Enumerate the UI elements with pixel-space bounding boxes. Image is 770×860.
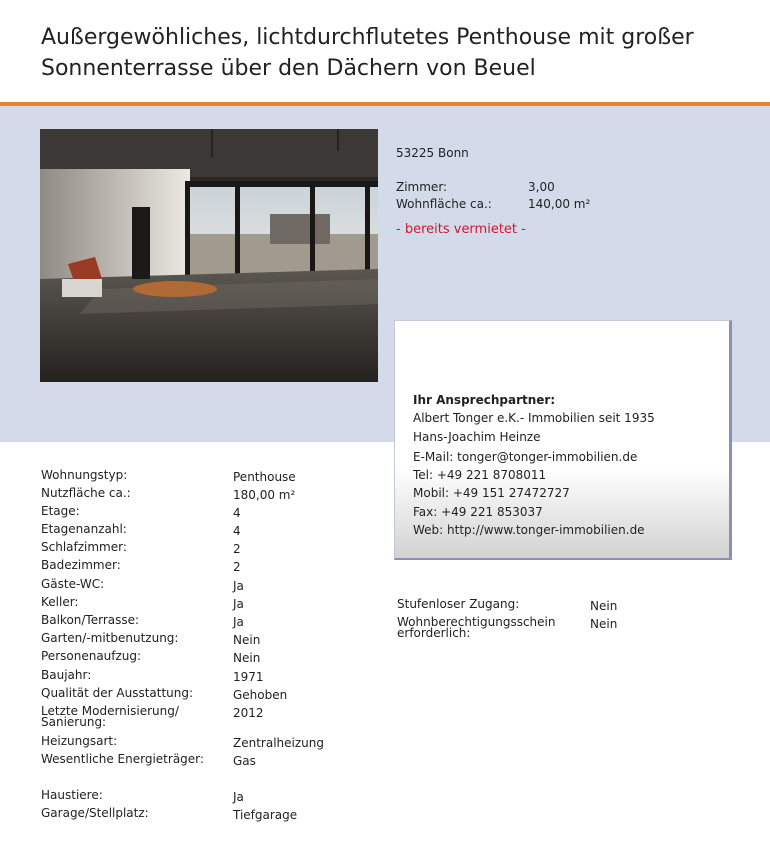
detail-value: Ja (233, 615, 244, 629)
area-label: Wohnfläche ca.: (396, 197, 492, 211)
page-title: Außergewöhliches, lichtdurchflutetes Penthouse mit großer Sonnenterrasse über den Dächern von Beuel (41, 25, 694, 81)
contact-web[interactable]: Web: http://www.tonger-immobilien.de (413, 523, 645, 537)
contact-mobil[interactable]: Mobil: +49 151 27472727 (413, 486, 570, 500)
detail-value: Nein (590, 599, 618, 613)
detail-value: 2012 (233, 706, 264, 720)
detail-label: Haustiere: (41, 788, 103, 802)
detail-label: Wesentliche Energieträger: (41, 752, 204, 766)
detail-label: Nutzfläche ca.: (41, 486, 131, 500)
detail-value: 180,00 m² (233, 488, 296, 502)
detail-value: 1971 (233, 670, 264, 684)
detail-label: Baujahr: (41, 668, 92, 682)
detail-label: Etage: (41, 504, 80, 518)
detail-value: 4 (233, 506, 241, 520)
detail-value: 2 (233, 560, 241, 574)
detail-label: Letzte Modernisierung/ Sanierung: (41, 704, 179, 729)
detail-label: Schlafzimmer: (41, 540, 127, 554)
detail-value: Ja (233, 790, 244, 804)
contact-tel[interactable]: Tel: +49 221 8708011 (413, 468, 547, 482)
detail-label: Etagenanzahl: (41, 522, 127, 536)
contact-person: Hans-Joachim Heinze (413, 430, 541, 444)
detail-label: Stufenloser Zugang: (397, 597, 520, 611)
detail-label: Garten/-mitbenutzung: (41, 631, 179, 645)
detail-value: Nein (590, 617, 618, 631)
detail-label: Keller: (41, 595, 79, 609)
detail-value: 4 (233, 524, 241, 538)
detail-value: Zentralheizung (233, 736, 324, 750)
detail-value: Ja (233, 579, 244, 593)
contact-card (394, 320, 732, 560)
contact-fax: Fax: +49 221 853037 (413, 505, 543, 519)
location: 53225 Bonn (396, 146, 469, 160)
detail-value: Gehoben (233, 688, 288, 702)
detail-label: Garage/Stellplatz: (41, 806, 149, 820)
area-value: 140,00 m² (528, 197, 591, 211)
detail-label: Heizungsart: (41, 734, 118, 748)
detail-label: Wohnberechtigungsschein erforderlich: (397, 615, 556, 640)
detail-value: 2 (233, 542, 241, 556)
rooms-value: 3,00 (528, 180, 555, 194)
detail-value: Tiefgarage (233, 808, 298, 822)
status-badge: - bereits vermietet - (396, 222, 526, 237)
detail-label: Gäste-WC: (41, 577, 105, 591)
detail-label: Personenaufzug: (41, 649, 142, 663)
detail-value: Nein (233, 633, 261, 647)
rooms-label: Zimmer: (396, 180, 448, 194)
detail-value: Nein (233, 651, 261, 665)
detail-label: Badezimmer: (41, 558, 121, 572)
detail-value: Gas (233, 754, 256, 768)
detail-value: Penthouse (233, 470, 296, 484)
detail-label: Wohnungstyp: (41, 468, 128, 482)
contact-heading: Ihr Ansprechpartner: (413, 393, 556, 407)
property-photo[interactable] (40, 129, 378, 382)
contact-email[interactable]: E-Mail: tonger@tonger-immobilien.de (413, 450, 638, 464)
detail-label: Qualität der Ausstattung: (41, 686, 194, 700)
detail-label: Balkon/Terrasse: (41, 613, 140, 627)
contact-company: Albert Tonger e.K.- Immobilien seit 1935 (413, 411, 655, 425)
detail-value: Ja (233, 597, 244, 611)
